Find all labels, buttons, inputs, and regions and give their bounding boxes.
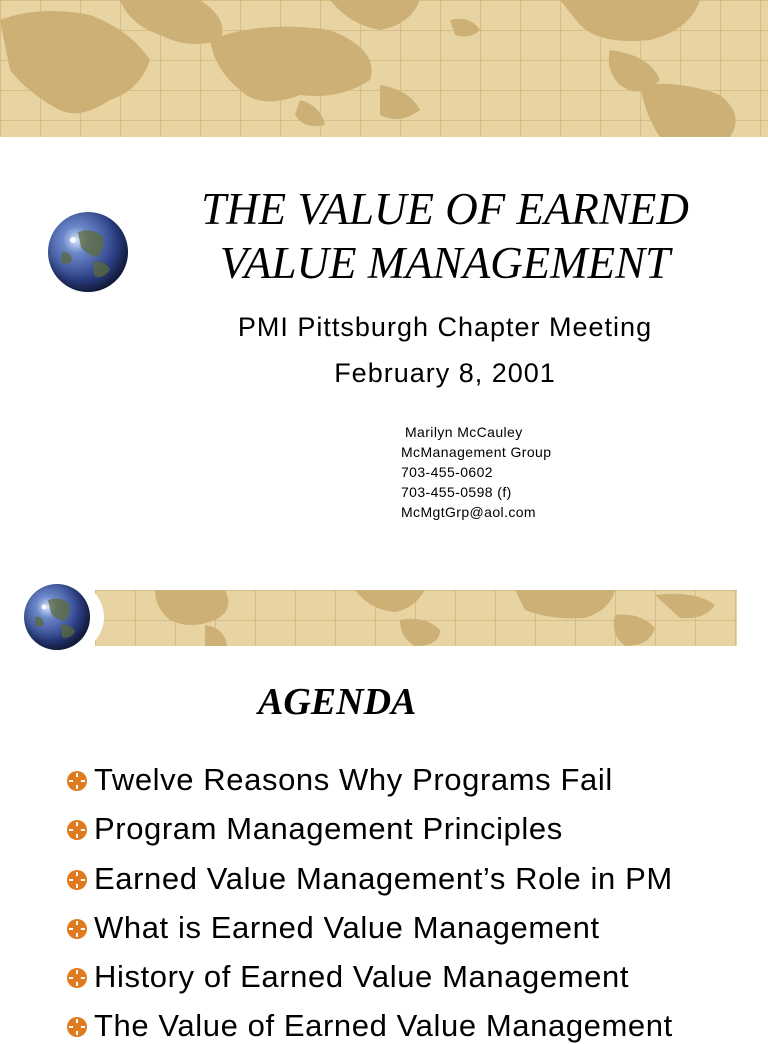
orange-bullet-icon xyxy=(66,819,88,841)
orange-bullet-icon xyxy=(66,967,88,989)
contact-name: Marilyn McCauley xyxy=(405,424,523,440)
subtitle: PMI Pittsburgh Chapter Meeting xyxy=(237,312,653,342)
title-line-1: THE VALUE OF EARNED xyxy=(201,184,689,234)
agenda-item-text: Twelve Reasons Why Programs Fail xyxy=(94,762,613,797)
contact-fax: 703-455-0598 (f) xyxy=(401,484,512,500)
agenda-title: AGENDA xyxy=(258,681,417,723)
agenda-item-text: Program Management Principles xyxy=(94,811,563,846)
orange-bullet-icon xyxy=(66,1016,88,1038)
title-line-2: VALUE MANAGEMENT xyxy=(219,238,671,288)
orange-bullet-icon xyxy=(66,869,88,891)
orange-bullet-icon xyxy=(66,918,88,940)
contact-company: McManagement Group xyxy=(401,444,552,460)
contact-phone: 703-455-0602 xyxy=(401,464,493,480)
agenda-item-text: What is Earned Value Management xyxy=(94,910,600,945)
presentation-date: February 8, 2001 xyxy=(334,358,556,388)
contact-email: McMgtGrp@aol.com xyxy=(401,504,536,520)
agenda-item-text: The Value of Earned Value Management xyxy=(94,1008,673,1043)
agenda-item-text: History of Earned Value Management xyxy=(94,959,630,994)
agenda-item-text: Earned Value Management’s Role in PM xyxy=(94,861,673,896)
orange-bullet-icon xyxy=(66,770,88,792)
